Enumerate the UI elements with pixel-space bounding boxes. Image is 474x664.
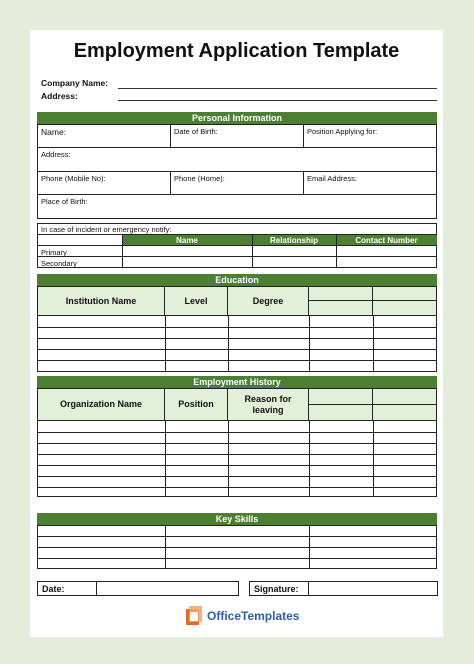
col-divider <box>303 124 304 147</box>
col-divider <box>228 316 229 372</box>
row-divider <box>37 349 437 350</box>
row-divider <box>37 465 437 466</box>
row-divider <box>37 547 437 548</box>
row-divider <box>37 194 437 195</box>
employment-col-extra-top <box>309 389 373 405</box>
name-field-label: Name: <box>41 127 67 137</box>
education-header: Education <box>37 274 437 286</box>
row-divider <box>37 245 437 246</box>
employment-header: Employment History <box>37 376 437 388</box>
col-divider <box>252 234 253 268</box>
row-divider <box>37 443 437 444</box>
col-divider <box>122 234 123 268</box>
row-divider <box>37 338 437 339</box>
row-divider <box>37 256 437 257</box>
key-skills-header: Key Skills <box>37 513 437 525</box>
row-divider <box>37 147 437 148</box>
col-divider <box>165 421 166 497</box>
col-divider <box>165 525 166 569</box>
row-divider <box>37 327 437 328</box>
date-field[interactable] <box>96 581 239 596</box>
address-label: Address: <box>41 91 78 101</box>
row-divider <box>37 432 437 433</box>
col-divider <box>228 421 229 497</box>
date-label: Date: <box>37 581 97 596</box>
row-divider <box>37 454 437 455</box>
employment-col-organization: Organization Name <box>38 389 165 421</box>
employment-col-extra-bottom <box>373 405 436 421</box>
home-phone-label: Phone (Home): <box>174 174 225 183</box>
row-divider <box>37 234 437 235</box>
personal-address-label: Address: <box>41 150 71 159</box>
place-of-birth-label: Place of Birth: <box>41 197 88 206</box>
position-field-label: Position Applying for: <box>307 127 378 136</box>
education-col-institution: Institution Name <box>38 287 165 316</box>
col-divider <box>165 316 166 372</box>
col-divider <box>336 234 337 268</box>
row-divider <box>37 171 437 172</box>
signature-field[interactable] <box>308 581 438 596</box>
office-templates-logo-icon <box>186 606 203 626</box>
form-sheet <box>30 30 443 637</box>
row-divider <box>37 558 437 559</box>
employment-col-extra-bottom <box>309 405 373 421</box>
col-divider <box>373 421 374 497</box>
col-divider <box>309 525 310 569</box>
col-divider <box>170 124 171 147</box>
employment-col-reason: Reason for leaving <box>228 389 309 421</box>
mobile-phone-label: Phone (Mobile No): <box>41 174 106 183</box>
emergency-col-name: Name <box>176 236 198 245</box>
office-templates-logo-text: OfficeTemplates <box>207 609 300 623</box>
row-divider <box>37 536 437 537</box>
signature-label: Signature: <box>249 581 309 596</box>
col-divider <box>309 316 310 372</box>
education-col-level: Level <box>165 287 228 316</box>
email-label: Email Address: <box>307 174 358 183</box>
education-col-extra-top <box>373 287 436 301</box>
dob-field-label: Date of Birth: <box>174 127 218 136</box>
employment-col-extra-top <box>373 389 436 405</box>
row-divider <box>37 487 437 488</box>
row-divider <box>37 360 437 361</box>
education-col-degree: Degree <box>228 287 309 316</box>
col-divider <box>303 171 304 194</box>
row-divider <box>37 476 437 477</box>
company-address-field[interactable] <box>118 100 437 101</box>
emergency-col-relationship: Relationship <box>269 236 318 245</box>
company-name-label: Company Name: <box>41 78 109 88</box>
personal-info-header: Personal Information <box>37 112 437 124</box>
col-divider <box>170 171 171 194</box>
education-col-extra-bottom <box>373 301 436 316</box>
emergency-col-contact: Contact Number <box>355 236 418 245</box>
emergency-row-secondary: Secondary <box>41 259 77 268</box>
employment-col-position: Position <box>165 389 228 421</box>
col-divider <box>309 421 310 497</box>
col-divider <box>373 316 374 372</box>
emergency-caption: In case of incident or emergency notify: <box>41 225 172 234</box>
emergency-row-primary: Primary <box>41 248 67 257</box>
education-col-extra-bottom <box>309 301 373 316</box>
page-title: Employment Application Template <box>73 40 400 62</box>
company-name-field[interactable] <box>118 88 437 89</box>
education-col-extra-top <box>309 287 373 301</box>
